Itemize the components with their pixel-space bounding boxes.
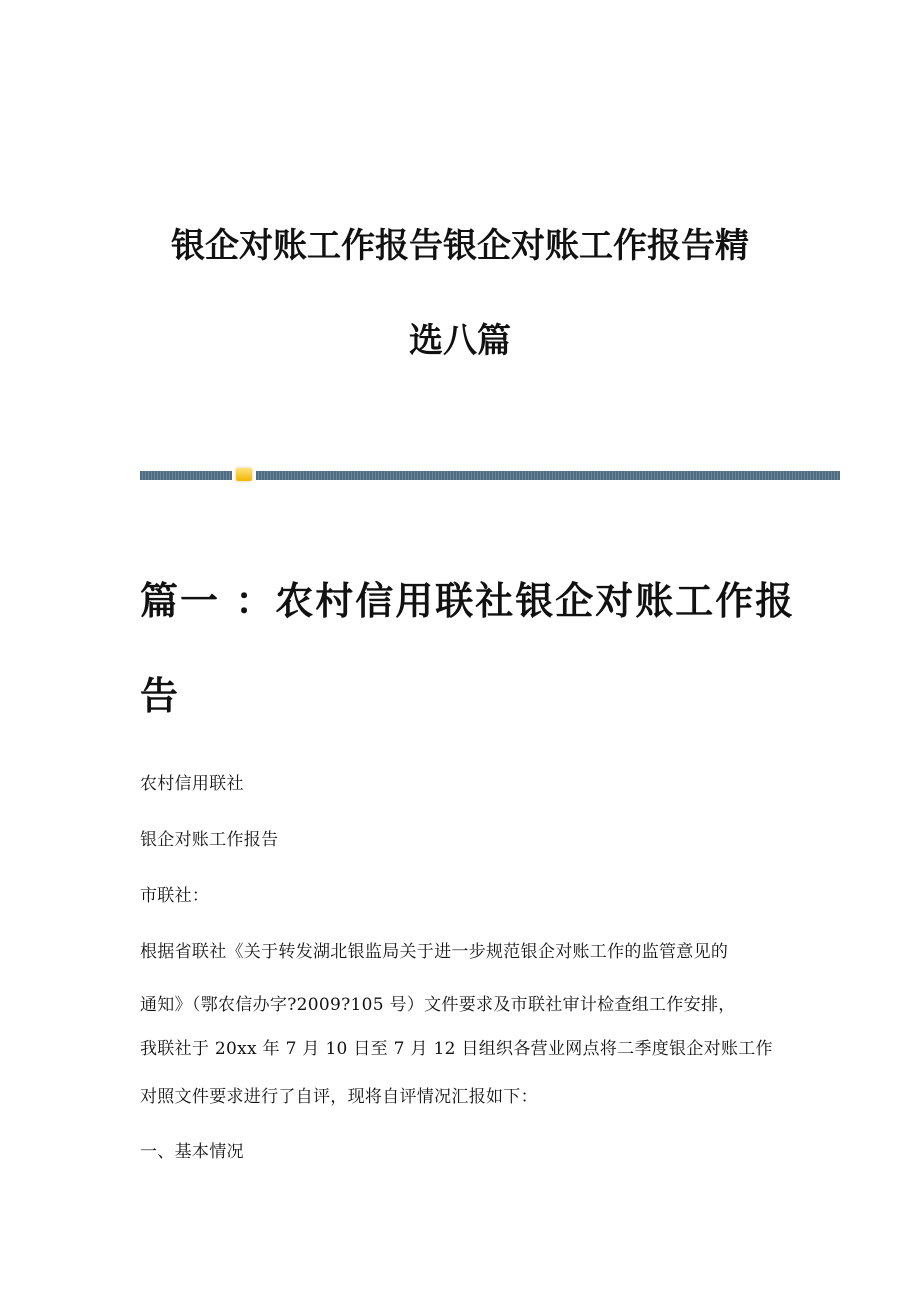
paragraph: 市联社： bbox=[140, 886, 210, 906]
section-heading-line-1: 篇一 ：农村信用联社银企对账工作报 bbox=[140, 578, 796, 623]
document-title-line-2: 选八篇 bbox=[409, 321, 511, 361]
paragraph: 根据省联社《关于转发湖北银监局关于进一步规范银企对账工作的监管意见的 bbox=[140, 942, 729, 962]
document-title-line-1: 银企对账工作报告银企对账工作报告精 bbox=[171, 226, 749, 266]
paragraph: 一、基本情况 bbox=[140, 1142, 244, 1162]
divider-right bbox=[256, 471, 840, 480]
paragraph: 银企对账工作报告 bbox=[140, 830, 279, 850]
divider-ornament-icon bbox=[236, 468, 252, 481]
paragraph: 通知》（鄂农信办字?2009?105 号）文件要求及市联社审计检查组工作安排， bbox=[140, 995, 736, 1015]
paragraph: 农村信用联社 bbox=[140, 774, 244, 794]
section-heading-line-2: 告 bbox=[140, 673, 181, 718]
paragraph: 对照文件要求进行了自评，现将自评情况汇报如下： bbox=[140, 1087, 538, 1107]
paragraph: 我联社于 20xx 年 7 月 10 日至 7 月 12 日组织各营业网点将二季度银企对账工作 bbox=[140, 1039, 773, 1059]
divider-left bbox=[140, 471, 232, 480]
